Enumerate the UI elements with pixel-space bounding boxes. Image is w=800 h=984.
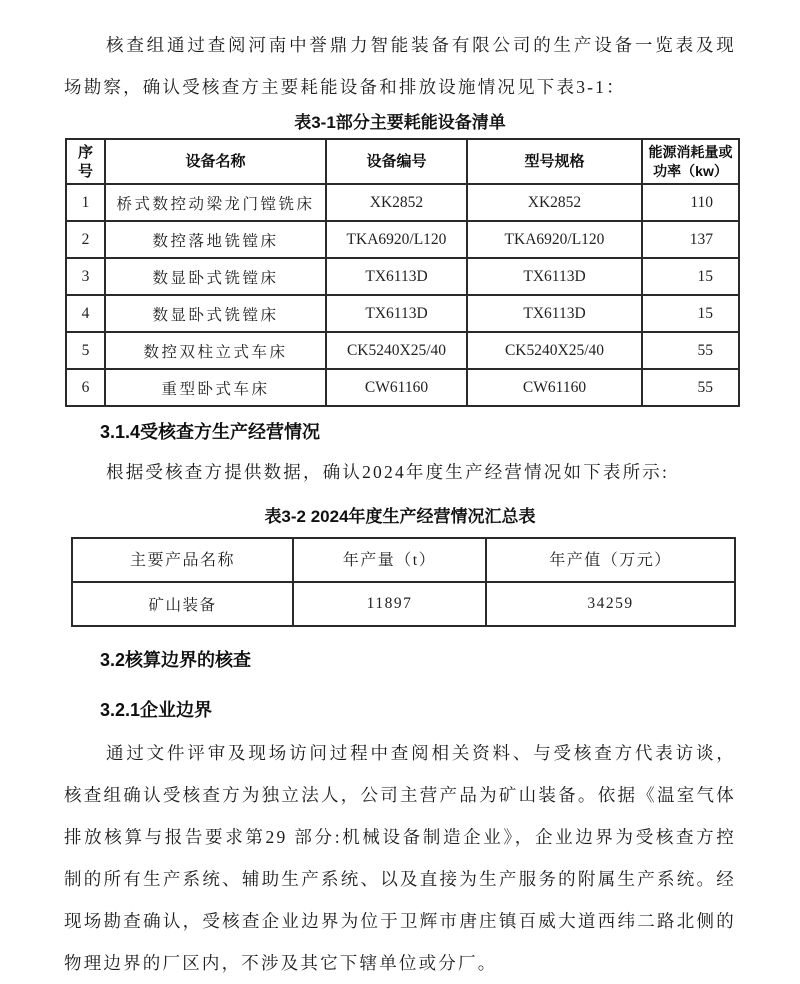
- section-3-1-4-paragraph: 根据受核查方提供数据，确认2024年度生产经营情况如下表所示:: [106, 462, 670, 482]
- cell-seq: 3: [66, 258, 105, 295]
- col-header-device-number: 设备编号: [326, 139, 467, 184]
- cell-energy: 137: [642, 221, 739, 258]
- table-row: [66, 332, 739, 369]
- equipment-table: [65, 138, 740, 407]
- cell-seq: 6: [66, 369, 105, 406]
- col-header-annual-output: 年产量（t）: [293, 538, 486, 582]
- cell-energy: 15: [642, 258, 739, 295]
- section-3-2-1-paragraph: 通过文件评审及现场访问过程中查阅相关资料、与受核查方代表访谈，核查组确认受核查方为独立法人，公司主营产品为矿山装备。依据《温室气体排放核算与报告要求第29 部分:机械设备制造企业》，企业边界为受核查方控制的所有生产系统、辅助生产系统、以及直接为生产服务的附属生产系统。经现场勘查确认，受核查企业边界为位于卫辉市唐庄镇百威大道西纬二路北侧的物理边界的厂区内，不涉及其它下辖单位或分厂。: [64, 743, 736, 973]
- cell-device-number: TX6113D: [326, 258, 467, 295]
- section-heading-3-2-1: 3.2.1企业边界: [100, 700, 213, 720]
- equipment-table-header-row: [66, 139, 739, 184]
- table1-caption: 表3-1部分主要耗能设备清单: [294, 113, 506, 132]
- cell-model-spec: CK5240X25/40: [467, 332, 642, 369]
- cell-device-name: 重型卧式车床: [105, 369, 326, 406]
- cell-energy: 110: [642, 184, 739, 221]
- cell-device-number: CK5240X25/40: [326, 332, 467, 369]
- table-row: [66, 221, 739, 258]
- col-header-model-spec: 型号规格: [467, 139, 642, 184]
- table-row: [66, 184, 739, 221]
- cell-annual-output: 11897: [293, 582, 486, 626]
- table-row: [66, 369, 739, 406]
- cell-energy: 55: [642, 369, 739, 406]
- section-heading-3-1-4: 3.1.4受核查方生产经营情况: [100, 422, 321, 442]
- cell-seq: 5: [66, 332, 105, 369]
- col-header-energy: 能源消耗量或功率（kw）: [642, 139, 739, 184]
- production-table-header-row: [72, 538, 735, 582]
- table-row: [66, 258, 739, 295]
- cell-seq: 1: [66, 184, 105, 221]
- table-row: [66, 295, 739, 332]
- cell-energy: 15: [642, 295, 739, 332]
- cell-device-name: 数控双柱立式车床: [105, 332, 326, 369]
- table-row: [72, 582, 735, 626]
- cell-device-name: 数显卧式铣镗床: [105, 295, 326, 332]
- cell-energy: 55: [642, 332, 739, 369]
- intro-paragraph: 核查组通过查阅河南中誉鼎力智能装备有限公司的生产设备一览表及现场勘察，确认受核查方主要耗能设备和排放设施情况见下表3-1：: [64, 35, 736, 97]
- table2-caption: 表3-2 2024年度生产经营情况汇总表: [264, 507, 536, 526]
- cell-annual-value: 34259: [486, 582, 735, 626]
- cell-model-spec: XK2852: [467, 184, 642, 221]
- cell-device-name: 数显卧式铣镗床: [105, 258, 326, 295]
- col-header-product-name: 主要产品名称: [72, 538, 293, 582]
- cell-device-number: TKA6920/L120: [326, 221, 467, 258]
- cell-model-spec: CW61160: [467, 369, 642, 406]
- cell-model-spec: TX6113D: [467, 295, 642, 332]
- cell-model-spec: TKA6920/L120: [467, 221, 642, 258]
- cell-seq: 2: [66, 221, 105, 258]
- col-header-device-name: 设备名称: [105, 139, 326, 184]
- cell-device-number: XK2852: [326, 184, 467, 221]
- cell-device-number: TX6113D: [326, 295, 467, 332]
- cell-seq: 4: [66, 295, 105, 332]
- col-header-annual-value: 年产值（万元）: [486, 538, 735, 582]
- cell-device-name: 数控落地铣镗床: [105, 221, 326, 258]
- production-summary-table: [71, 537, 736, 627]
- section-heading-3-2: 3.2核算边界的核查: [100, 650, 252, 670]
- cell-device-number: CW61160: [326, 369, 467, 406]
- col-header-seq: 序号: [66, 139, 105, 184]
- cell-device-name: 桥式数控动梁龙门镗铣床: [105, 184, 326, 221]
- cell-model-spec: TX6113D: [467, 258, 642, 295]
- cell-product-name: 矿山装备: [72, 582, 293, 626]
